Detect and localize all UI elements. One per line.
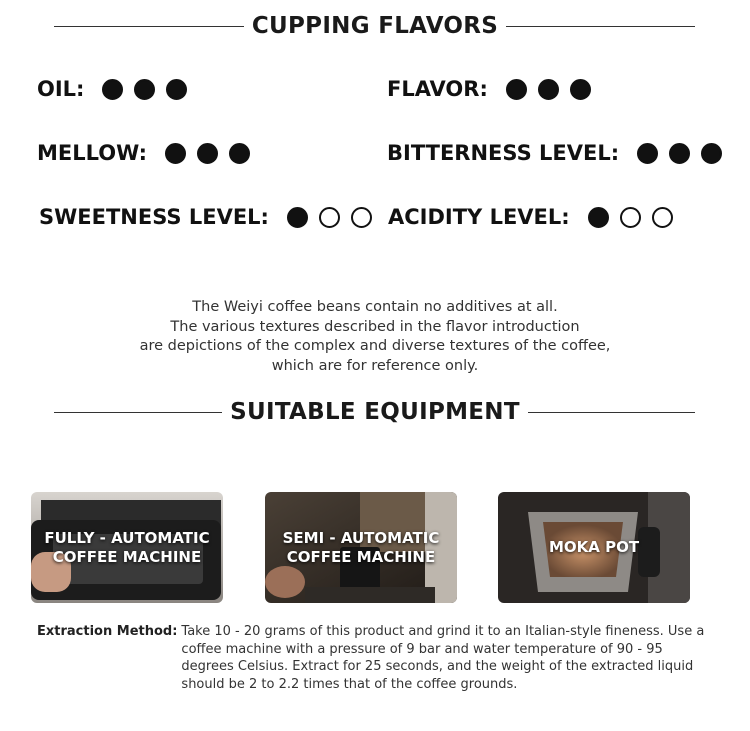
note-line: which are for reference only. <box>271 357 479 374</box>
equipment-label: SEMI - AUTOMATIC COFFEE MACHINE <box>282 528 440 566</box>
suitable-equipment-title: SUITABLE EQUIPMENT <box>222 399 528 425</box>
filled-dot-icon <box>701 143 722 164</box>
note-line: The Weiyi coffee beans contain no additives at all. <box>192 299 558 315</box>
flavor-row-flavor <box>387 69 602 109</box>
filled-dot-icon <box>102 79 123 100</box>
rating-dots <box>637 143 733 164</box>
flavor-label: OIL: <box>37 77 85 101</box>
filled-dot-icon <box>165 143 186 164</box>
filled-dot-icon <box>134 79 155 100</box>
flavor-row-oil <box>37 69 198 109</box>
filled-dot-icon <box>287 207 308 228</box>
flavor-disclaimer <box>0 298 750 376</box>
extraction-label: Extraction Method: <box>37 624 178 639</box>
flavor-label: ACIDITY LEVEL: <box>388 205 570 229</box>
equipment-card-moka-pot <box>498 492 690 603</box>
filled-dot-icon <box>669 143 690 164</box>
filled-dot-icon <box>588 207 609 228</box>
filled-dot-icon <box>538 79 559 100</box>
flavor-label: SWEETNESS LEVEL: <box>39 205 269 229</box>
rating-dots <box>506 79 602 100</box>
rating-dots <box>165 143 261 164</box>
extraction-method <box>37 623 717 693</box>
flavor-label: BITTERNESS LEVEL: <box>387 141 620 165</box>
equipment-label: MOKA POT <box>548 538 640 556</box>
empty-dot-icon <box>652 207 673 228</box>
equipment-card-semi-automatic <box>265 492 457 603</box>
flavor-row-mellow <box>37 133 261 173</box>
filled-dot-icon <box>166 79 187 100</box>
note-line: are depictions of the complex and diverse textures of the coffee, <box>139 338 611 354</box>
empty-dot-icon <box>351 207 372 228</box>
empty-dot-icon <box>620 207 641 228</box>
empty-dot-icon <box>319 207 340 228</box>
flavor-row-acidity <box>388 197 684 237</box>
filled-dot-icon <box>637 143 658 164</box>
flavor-label: FLAVOR: <box>387 77 488 101</box>
filled-dot-icon <box>197 143 218 164</box>
rating-dots <box>287 207 383 228</box>
rating-dots <box>102 79 198 100</box>
filled-dot-icon <box>506 79 527 100</box>
suitable-equipment-header <box>0 392 750 432</box>
equipment-card-fully-automatic <box>31 492 223 603</box>
equipment-label: FULLY - AUTOMATIC COFFEE MACHINE <box>44 528 210 566</box>
flavor-row-sweetness <box>39 197 383 237</box>
filled-dot-icon <box>570 79 591 100</box>
cupping-flavors-title: CUPPING FLAVORS <box>244 13 506 39</box>
flavor-label: MELLOW: <box>37 141 148 165</box>
flavor-row-bitterness <box>387 133 733 173</box>
rating-dots <box>588 207 684 228</box>
extraction-text: Take 10 - 20 grams of this product and grind it to an Italian-style fineness. Use a coffee machine with a pressure of 9 bar and water temperature of 90 - 95 degrees Celsius. Extract for 25 seconds, and the weight of the extracted liquid should be 2 to 2.2 times that of the coffee grounds. <box>181 624 705 692</box>
note-line: The various textures described in the flavor introduction <box>170 318 580 335</box>
cupping-flavors-header <box>0 6 750 46</box>
filled-dot-icon <box>229 143 250 164</box>
